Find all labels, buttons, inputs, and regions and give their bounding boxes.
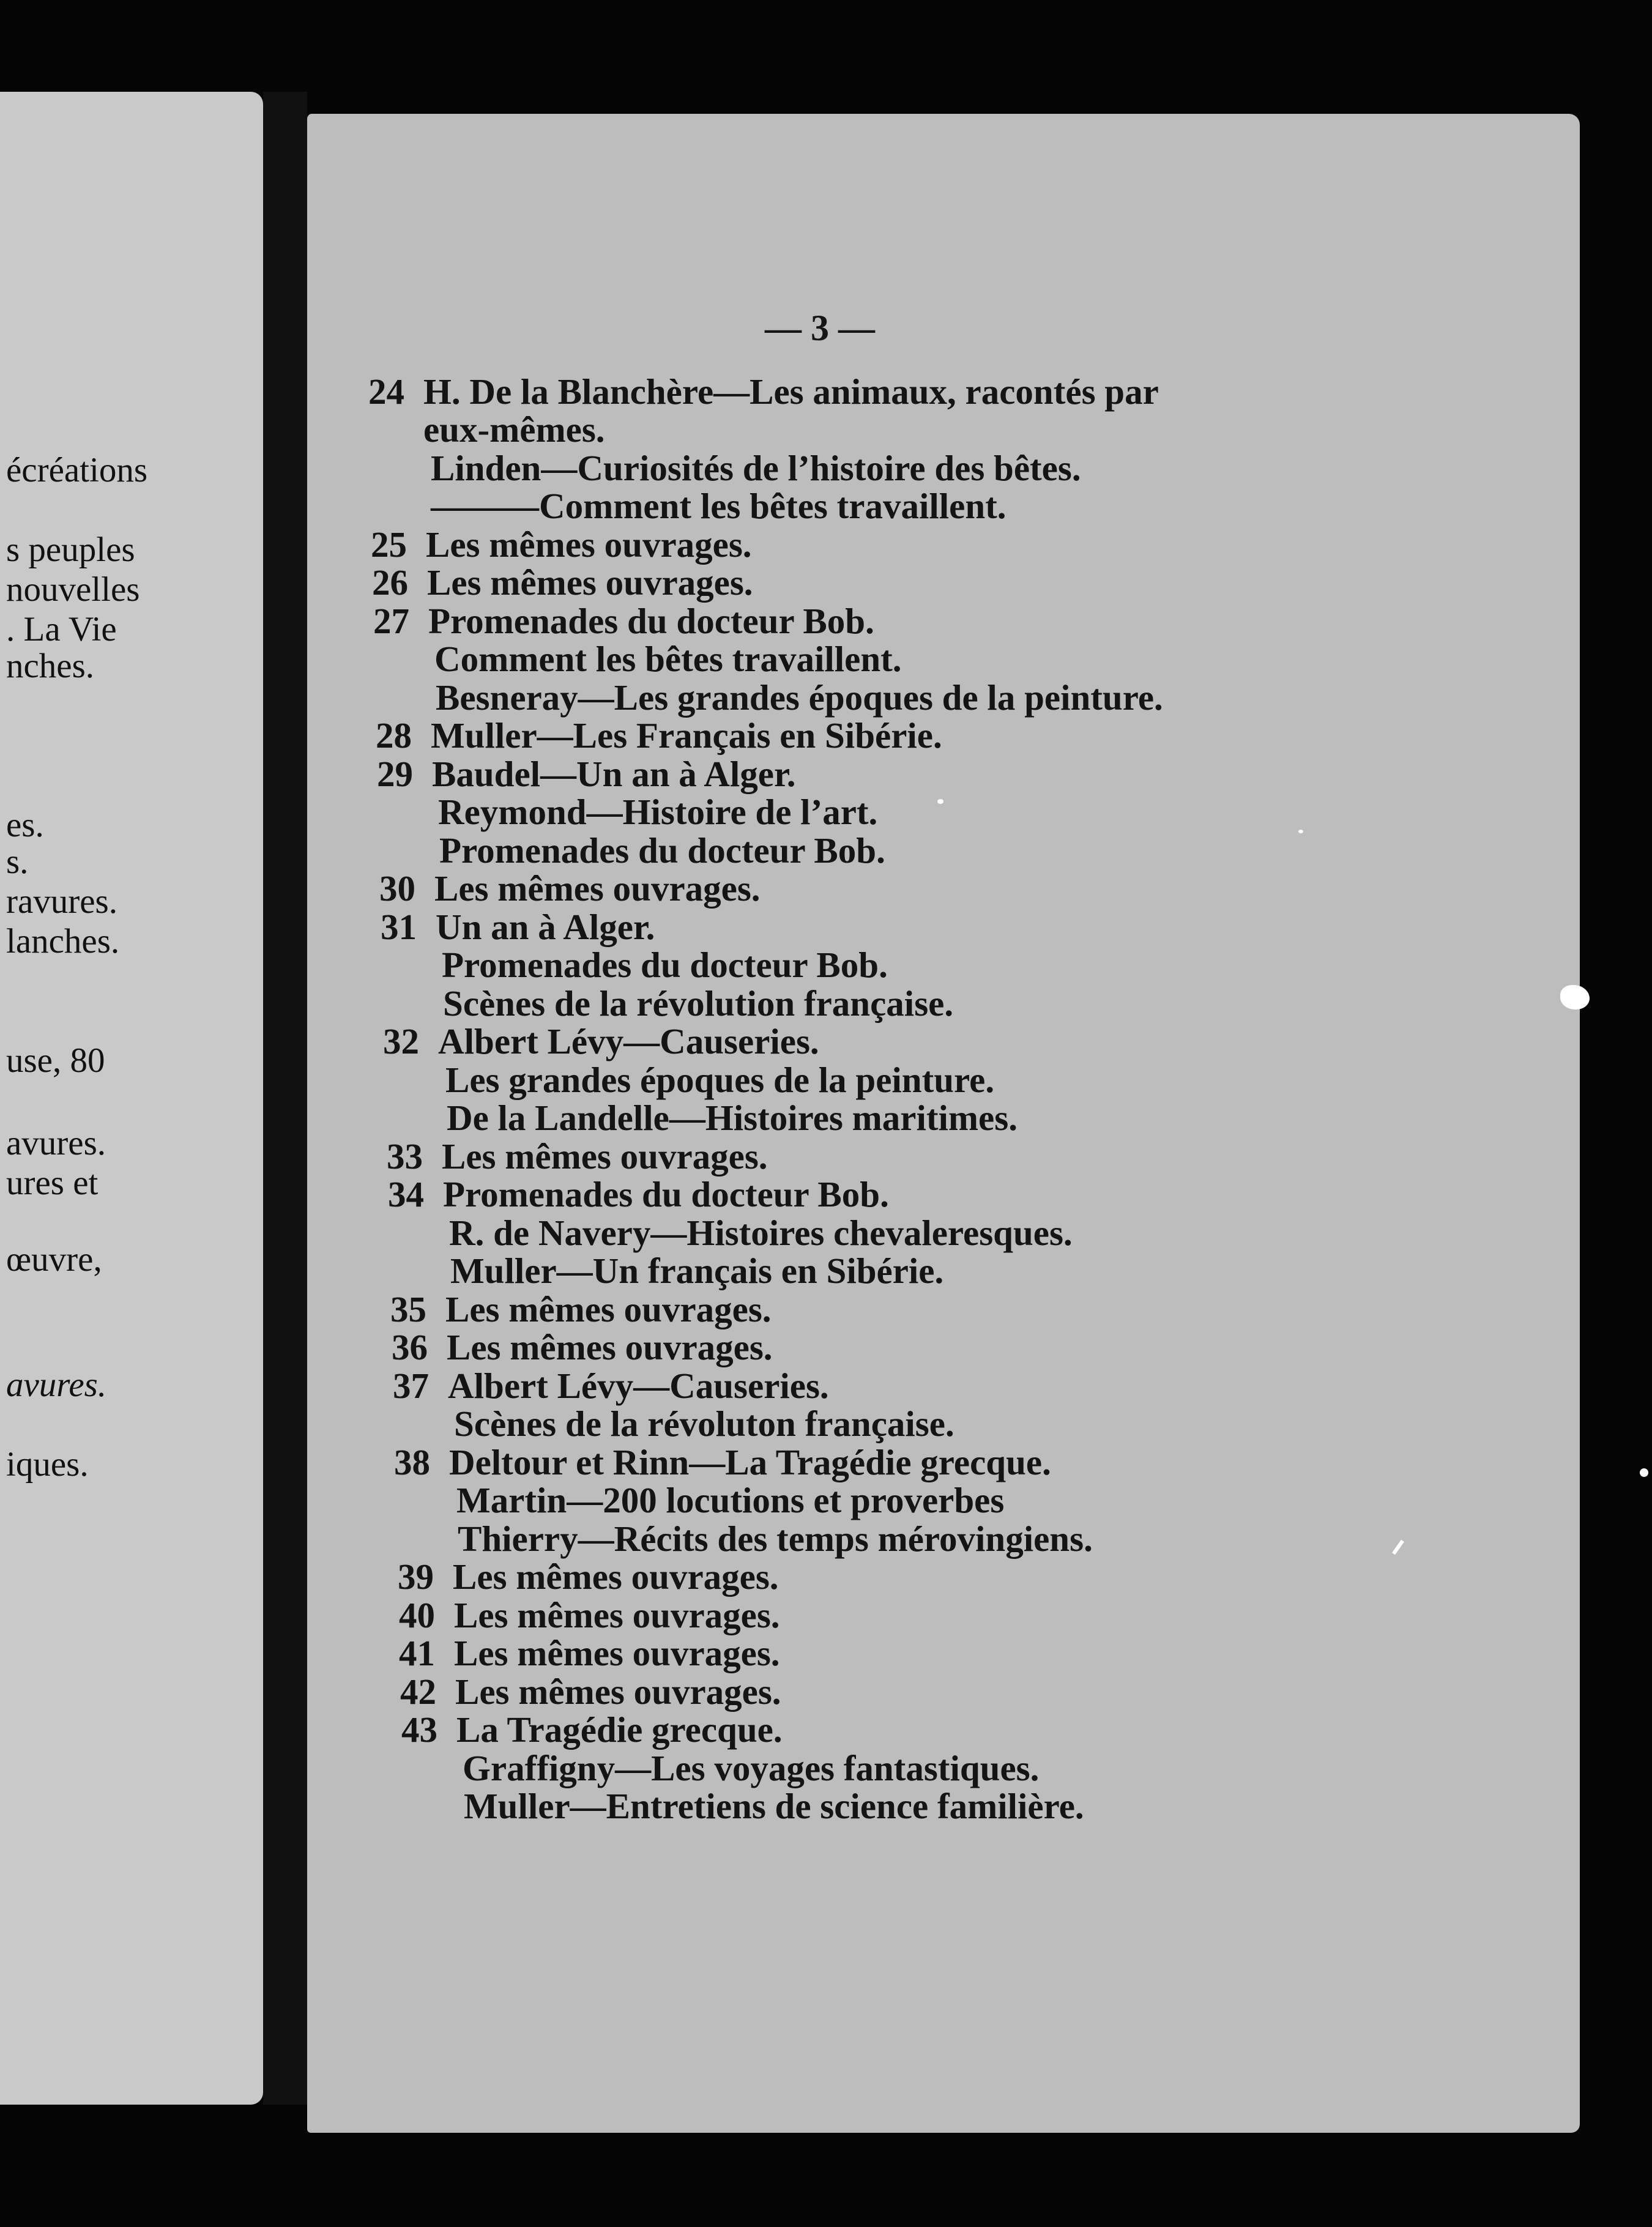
- entry-text: Albert Lévy—Causeries.: [438, 1021, 819, 1061]
- entry-text: eux-mêmes.: [423, 409, 605, 450]
- catalog-line: [438, 794, 877, 830]
- left-page-line: s.: [6, 842, 29, 881]
- entry-text: Comment les bêtes travaillent.: [434, 639, 902, 679]
- entry-number: 28: [376, 715, 412, 756]
- left-page-line: nouvelles: [6, 570, 140, 609]
- right-page: [307, 114, 1580, 2133]
- catalog-line: [399, 1635, 780, 1671]
- left-page-line: es.: [6, 806, 44, 844]
- entry-text: Linden—Curiosités de l’histoire des bêtes.: [431, 448, 1081, 488]
- entry-text: Les mêmes ouvrages.: [434, 868, 761, 909]
- catalog-line: [381, 909, 655, 945]
- entry-text: Les mêmes ouvrages.: [427, 562, 753, 603]
- catalog-line: [377, 756, 796, 792]
- catalog-line: [376, 715, 942, 756]
- catalog-line: [456, 1482, 1004, 1519]
- catalog-line: [373, 603, 874, 639]
- entry-number: 37: [393, 1366, 429, 1406]
- entry-text: Albert Lévy—Causeries.: [448, 1366, 829, 1406]
- catalog-line: [387, 1136, 768, 1177]
- entry-text: Les mêmes ouvrages.: [426, 524, 752, 565]
- entry-number: 36: [392, 1327, 428, 1367]
- catalog-line: [390, 1289, 772, 1329]
- left-page-line: œuvre,: [6, 1240, 102, 1279]
- entry-number: 24: [368, 371, 404, 412]
- entry-text: Les mêmes ouvrages.: [455, 1671, 781, 1712]
- catalog-line: [392, 1329, 773, 1366]
- entry-text: Thierry—Récits des temps mérovingiens.: [458, 1519, 1093, 1559]
- catalog-line: [454, 1403, 954, 1444]
- entry-text: Les mêmes ouvrages.: [445, 1289, 772, 1329]
- catalog-line: [450, 1253, 943, 1289]
- catalog-line: [388, 1174, 889, 1214]
- entry-text: Graffigny—Les voyages fantastiques.: [463, 1748, 1040, 1788]
- entry-text: La Tragédie grecque.: [456, 1709, 783, 1750]
- entry-text: Les mêmes ouvrages.: [453, 1556, 779, 1597]
- catalog-line: [400, 1671, 781, 1712]
- page-number: — 3 —: [765, 308, 875, 348]
- left-page-line: nches.: [6, 647, 95, 685]
- catalog-line: [464, 1788, 1084, 1824]
- entry-text: Besneray—Les grandes époques de la peinture.: [436, 677, 1163, 718]
- entry-text: Martin—200 locutions et proverbes: [456, 1480, 1005, 1520]
- entry-number: 31: [381, 907, 417, 947]
- entry-text: Deltour et Rinn—La Tragédie grecque.: [449, 1442, 1051, 1482]
- entry-number: 32: [383, 1021, 419, 1061]
- entry-text: Scènes de la révoluton française.: [454, 1403, 954, 1444]
- entry-number: 29: [377, 754, 413, 794]
- catalog-line: [463, 1750, 1039, 1786]
- paper-speck: [1298, 830, 1303, 833]
- catalog-line: [439, 830, 885, 871]
- entry-text: Les mêmes ouvrages.: [454, 1633, 780, 1673]
- catalog-line: [399, 1597, 780, 1634]
- entry-text: Promenades du docteur Bob.: [442, 945, 888, 985]
- entry-text: Les mêmes ouvrages.: [442, 1136, 768, 1177]
- catalog-line: [398, 1556, 779, 1597]
- entry-number: 33: [387, 1136, 423, 1177]
- catalog-line: [431, 450, 1081, 486]
- entry-text: R. de Navery—Histoires chevaleresques.: [449, 1213, 1073, 1253]
- paper-speck: [937, 799, 943, 804]
- entry-text: De la Landelle—Histoires maritimes.: [447, 1098, 1018, 1138]
- left-page-line: s peuples: [6, 530, 135, 569]
- left-page-line: ravures.: [6, 882, 117, 921]
- entry-text: Promenades du docteur Bob.: [439, 830, 885, 871]
- entry-text: Reymond—Histoire de l’art.: [438, 792, 878, 832]
- entry-text: Les mêmes ouvrages.: [454, 1595, 780, 1635]
- catalog-line: [372, 562, 753, 603]
- catalog-line: [394, 1444, 1051, 1481]
- catalog-line: [442, 947, 888, 983]
- left-page-line: lanches.: [6, 922, 120, 961]
- entry-number: 41: [399, 1633, 435, 1673]
- catalog-line: [401, 1709, 783, 1750]
- entry-text: Les grandes époques de la peinture.: [445, 1060, 995, 1100]
- left-page: [0, 92, 263, 2105]
- catalog-line: [383, 1021, 819, 1061]
- catalog-line: [436, 677, 1163, 718]
- catalog-line: [447, 1100, 1018, 1136]
- paper-speck: [1392, 1540, 1404, 1555]
- entry-text: Les mêmes ouvrages.: [447, 1327, 773, 1367]
- left-page-line: écréations: [6, 451, 148, 489]
- catalog-line: [371, 524, 752, 565]
- entry-text: H. De la Blanchère—Les animaux, racontés par: [423, 371, 1159, 412]
- catalog-line: [434, 641, 902, 677]
- entry-text: Promenades du docteur Bob.: [428, 601, 874, 641]
- entry-text: ———Comment les bêtes travaillent.: [431, 486, 1006, 526]
- entry-text: Scènes de la révolution française.: [443, 983, 954, 1024]
- entry-text: Muller—Entretiens de science familière.: [464, 1786, 1084, 1826]
- catalog-line: [393, 1368, 829, 1404]
- entry-text: Promenades du docteur Bob.: [443, 1174, 889, 1214]
- left-page-line: avures.: [6, 1366, 107, 1404]
- book-gutter: [263, 92, 307, 2105]
- catalog-line: [443, 983, 954, 1024]
- catalog-line: [449, 1215, 1073, 1251]
- catalog-line: [445, 1062, 994, 1098]
- catalog-line: [368, 371, 1159, 412]
- catalog-line: [431, 488, 1006, 524]
- tear-spot: [1640, 1468, 1648, 1477]
- entry-number: 35: [390, 1289, 426, 1329]
- left-page-line: avures.: [6, 1124, 106, 1162]
- left-page-line: iques.: [6, 1445, 89, 1484]
- left-page-line: . La Vie: [6, 610, 117, 649]
- entry-number: 42: [400, 1671, 436, 1712]
- entry-number: 38: [394, 1442, 430, 1482]
- entry-text: Un an à Alger.: [436, 907, 655, 947]
- entry-number: 40: [399, 1595, 435, 1635]
- entry-number: 25: [371, 524, 407, 565]
- entry-number: 43: [401, 1709, 437, 1750]
- catalog-line: [458, 1521, 1093, 1557]
- entry-text: Baudel—Un an à Alger.: [432, 754, 796, 794]
- entry-text: Muller—Un français en Sibérie.: [450, 1251, 944, 1291]
- catalog-line: [379, 868, 761, 909]
- catalog-line: [423, 409, 605, 450]
- entry-number: 39: [398, 1556, 434, 1597]
- entry-number: 30: [379, 868, 415, 909]
- left-page-line: use, 80: [6, 1041, 105, 1080]
- entry-number: 34: [388, 1174, 424, 1214]
- tear-spot: [1560, 985, 1590, 1009]
- entry-number: 26: [372, 562, 408, 603]
- entry-number: 27: [373, 601, 409, 641]
- left-page-line: ures et: [6, 1164, 99, 1202]
- entry-text: Muller—Les Français en Sibérie.: [431, 715, 942, 756]
